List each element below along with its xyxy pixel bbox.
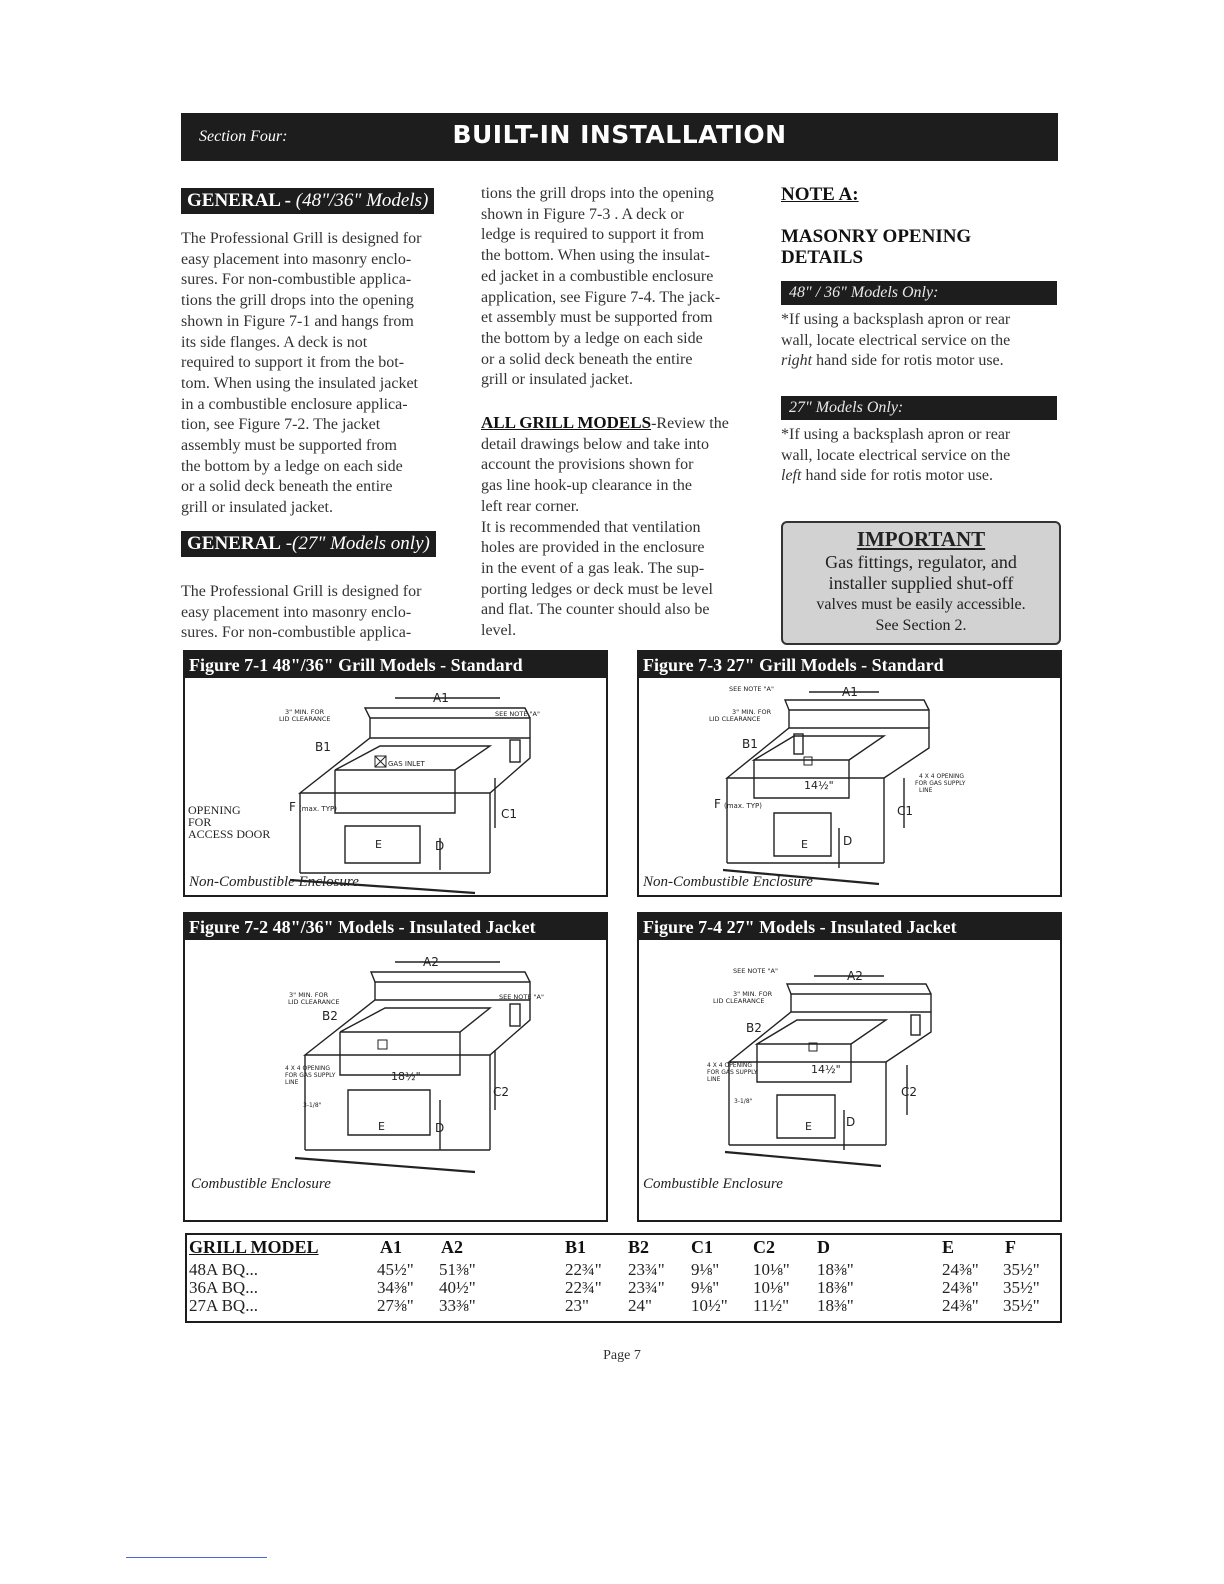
note-48-text: *If using a backsplash apron or rear wall, locate electrical service on the right hand side for rotis motor use. — [781, 311, 1011, 370]
decorative-rule — [126, 1557, 267, 1558]
masonry-heading-1: MASONRY OPENING — [781, 226, 972, 247]
dim-label-f: F — [714, 797, 721, 811]
column-2-line: application, see Figure 7-4. The jack- — [481, 288, 721, 306]
row-36-f: 35½" — [1003, 1278, 1040, 1297]
figure-7-2-title: Figure 7-2 48"/36" Models - Insulated Jacket — [185, 914, 606, 940]
dim-label-d: D — [435, 839, 445, 853]
general-48-line: or a solid deck beneath the entire — [181, 478, 393, 496]
section-header — [181, 113, 1058, 161]
row-36-model: 36A BQ... — [189, 1278, 258, 1297]
row-36-a1: 34⅜" — [377, 1278, 414, 1297]
row-27-model: 27A BQ... — [189, 1296, 258, 1315]
column-2-line: ledge is required to support it from — [481, 226, 705, 244]
column-2-line: ed jacket in a combustible enclosure — [481, 267, 714, 285]
column-2-line: shown in Figure 7-3 . A deck or — [481, 205, 684, 223]
general-48-line: in a combustible enclosure applica- — [181, 395, 408, 413]
masonry-heading-2: DETAILS — [781, 247, 864, 268]
general-48-line: sures. For non-combustible applica- — [181, 271, 412, 289]
see-note-a: SEE NOTE "A" — [495, 710, 540, 718]
important-line-1: Gas fittings, regulator, and — [825, 552, 1017, 572]
dim-label-e: E — [375, 838, 382, 851]
general-48-line: The Professional Grill is designed for — [181, 230, 422, 247]
lid-clearance-1: 3" MIN. FOR — [289, 991, 329, 999]
row-36-c1: 9⅛" — [691, 1278, 720, 1297]
dim-label-c: C2 — [901, 1085, 918, 1099]
figure-7-1-caption: Non-Combustible Enclosure — [189, 874, 359, 890]
row-27-c2: 11½" — [753, 1296, 790, 1315]
dim-label-a: A2 — [423, 955, 439, 969]
page-number: Page 7 — [603, 1348, 641, 1363]
row-27-e: 24⅜" — [942, 1296, 979, 1315]
row-48-d: 18⅜" — [817, 1260, 854, 1279]
row-48-c1: 9⅛" — [691, 1260, 720, 1279]
row-27-f: 35½" — [1003, 1296, 1040, 1315]
dim-label-c: C1 — [501, 807, 518, 821]
row-48-e: 24⅜" — [942, 1260, 979, 1279]
general-48-line: grill or insulated jacket. — [181, 499, 333, 517]
gas-supply-2: FOR GAS SUPPLY — [285, 1072, 336, 1079]
lid-clearance-1: 3" MIN. FOR — [732, 708, 772, 716]
row-36-e: 24⅜" — [942, 1278, 979, 1297]
row-48-a1: 45½" — [377, 1260, 414, 1279]
row-48-b2: 23¾" — [628, 1260, 665, 1279]
dim-label-a: A1 — [842, 685, 858, 699]
col-header-c1: C1 — [691, 1237, 713, 1257]
column-2-line: et assembly must be supported from — [481, 309, 713, 327]
lid-clearance-1: 3" MIN. FOR — [285, 708, 325, 716]
important-line-2: installer supplied shut-off — [828, 573, 1014, 593]
figure-7-2-caption: Combustible Enclosure — [191, 1176, 331, 1192]
figure-7-2 — [183, 912, 608, 1222]
figure-7-3-caption: Non-Combustible Enclosure — [643, 874, 813, 890]
all-models-line: detail drawings below and take into — [481, 435, 709, 453]
lid-clearance-2: LID CLEARANCE — [713, 997, 765, 1005]
dim-label-b: B2 — [322, 1009, 338, 1023]
gas-supply-3: LINE — [707, 1076, 721, 1083]
row-48-f: 35½" — [1003, 1260, 1040, 1279]
gas-supply-2: FOR GAS SUPPLY — [707, 1069, 758, 1076]
figure-7-3-drawing — [639, 678, 1060, 895]
lid-clearance-1: 3" MIN. FOR — [733, 990, 773, 998]
dim-label-f: F — [289, 800, 296, 814]
col-header-b2: B2 — [628, 1237, 650, 1257]
all-models-line: gas line hook-up clearance in the — [481, 477, 693, 495]
general-27-line: The Professional Grill is designed for — [181, 583, 422, 600]
all-models-line: in the event of a gas leak. The sup- — [481, 559, 705, 577]
important-line-3: valves must be easily accessible. — [816, 596, 1026, 613]
col-header-f: F — [1005, 1237, 1016, 1257]
see-note-a: SEE NOTE "A" — [733, 967, 778, 975]
general-48-line: tions the grill drops into the opening — [181, 292, 414, 310]
important-line-4: See Section 2. — [875, 617, 967, 634]
all-grill-models-text: ALL GRILL MODELS-Review the detail drawings below and take into account the provisions shown for gas line hook-up clearance in the left rear corner. It is recommended that ventilation holes are provided in the enclosure in the event of a gas leak. The sup- porting ledges or deck must be level and flat. The counter should also be level. — [481, 413, 729, 640]
see-note-a: SEE NOTE "A" — [499, 993, 544, 1001]
col-header-model: GRILL MODEL — [189, 1237, 319, 1257]
column-2-line: grill or insulated jacket. — [481, 371, 633, 389]
general-27-line: easy placement into masonry enclo- — [181, 603, 412, 621]
figure-7-1 — [183, 650, 608, 897]
dim-label-c: C1 — [897, 804, 914, 818]
general-48-line: easy placement into masonry enclo- — [181, 250, 412, 268]
f-max-typ: (max. TYP) — [299, 805, 337, 813]
column-2-line: or a solid deck beneath the entire — [481, 350, 693, 368]
specs-table — [185, 1233, 1062, 1323]
dim-14-half: 14½" — [811, 1063, 841, 1076]
lid-clearance-2: LID CLEARANCE — [288, 998, 340, 1006]
dim-label-e: E — [805, 1120, 812, 1133]
all-models-line: It is recommended that ventilation — [481, 518, 701, 536]
general-27-text — [181, 582, 471, 644]
dim-label-a: A1 — [433, 691, 449, 705]
column-2-line: the bottom. When using the insulat- — [481, 247, 711, 265]
row-48-a2: 51⅜" — [439, 1260, 476, 1279]
dim-label-e: E — [801, 838, 808, 851]
dim-label-d: D — [846, 1115, 856, 1129]
dim-3-1-8: 3-1/8" — [734, 1098, 753, 1105]
all-models-line: and flat. The counter should also be — [481, 601, 710, 619]
row-36-b2: 23¾" — [628, 1278, 665, 1297]
row-36-a2: 40½" — [439, 1278, 476, 1297]
gas-supply-3: LINE — [919, 787, 933, 794]
row-36-c2: 10⅛" — [753, 1278, 790, 1297]
gas-supply-2: FOR GAS SUPPLY — [915, 780, 966, 787]
figure-7-4-caption: Combustible Enclosure — [643, 1176, 783, 1192]
dim-label-d: D — [435, 1121, 445, 1135]
dim-label-b: B2 — [746, 1021, 762, 1035]
all-models-line: porting ledges or deck must be level — [481, 580, 713, 598]
gas-supply-1: 4 X 4 OPENING — [707, 1062, 752, 1069]
col-header-a2: A2 — [441, 1237, 463, 1257]
all-models-line: holes are provided in the enclosure — [481, 539, 705, 557]
row-48-b1: 22¾" — [565, 1260, 602, 1279]
dim-label-c: C2 — [493, 1085, 510, 1099]
lid-clearance-2: LID CLEARANCE — [709, 715, 761, 723]
important-box — [781, 521, 1061, 645]
opening-label-2: FOR — [188, 815, 212, 829]
gas-supply-1: 4 X 4 OPENING — [919, 773, 964, 780]
dim-label-a: A2 — [847, 969, 863, 983]
general-48-line: required to support it from the bot- — [181, 354, 405, 372]
row-27-b2: 24" — [628, 1296, 652, 1315]
dim-3-1-8: 3-1/8" — [303, 1102, 322, 1109]
important-title: IMPORTANT — [856, 527, 986, 551]
all-models-line: account the provisions shown for — [481, 456, 694, 474]
see-note-a: SEE NOTE "A" — [729, 685, 774, 693]
general-48-line: its side flanges. A deck is not — [181, 333, 368, 351]
all-models-line: level. — [481, 622, 517, 640]
row-36-b1: 22¾" — [565, 1278, 602, 1297]
figure-7-3-title: Figure 7-3 27" Grill Models - Standard — [639, 652, 1060, 678]
dim-18-half: 18½" — [391, 1070, 421, 1083]
opening-label-1: OPENING — [188, 803, 241, 817]
row-36-d: 18⅜" — [817, 1278, 854, 1297]
dim-14-half: 14½" — [804, 779, 834, 792]
general-27-line: sures. For non-combustible applica- — [181, 624, 412, 642]
general-48-line: assembly must be supported from — [181, 437, 397, 455]
column-2-line: the bottom by a ledge on each side — [481, 329, 703, 347]
general-48-line: tom. When using the insulated jacket — [181, 374, 418, 392]
all-models-line: left rear corner. — [481, 497, 580, 515]
gas-supply-1: 4 X 4 OPENING — [285, 1065, 330, 1072]
gas-inlet-label: GAS INLET — [388, 760, 425, 768]
figure-7-4-title: Figure 7-4 27" Models - Insulated Jacket — [639, 914, 1060, 940]
figure-7-1-title: Figure 7-1 48"/36" Grill Models - Standard — [185, 652, 606, 678]
row-27-a1: 27⅜" — [377, 1296, 414, 1315]
figure-7-4 — [637, 912, 1062, 1222]
dim-label-e: E — [378, 1120, 385, 1133]
row-27-a2: 33⅜" — [439, 1296, 476, 1315]
note-a-title: NOTE A: — [781, 184, 859, 205]
f-max-typ: (max. TYP) — [724, 802, 762, 810]
general-48-text — [181, 229, 471, 519]
column-2-line: tions the grill drops into the opening — [481, 185, 714, 202]
row-27-c1: 10½" — [691, 1296, 728, 1315]
column-2-text — [481, 184, 771, 391]
general-48-heading: GENERAL - (48"/36" Models) — [181, 188, 434, 214]
figure-7-1-drawing — [185, 678, 606, 895]
col-header-b1: B1 — [565, 1237, 587, 1257]
models-48-36-bar: 48" / 36" Models Only: — [781, 281, 1057, 305]
col-header-a1: A1 — [380, 1237, 402, 1257]
row-48-model: 48A BQ... — [189, 1260, 258, 1279]
page-title: BUILT-IN INSTALLATION — [452, 120, 787, 149]
col-header-c2: C2 — [753, 1237, 775, 1257]
col-header-d: D — [817, 1237, 830, 1257]
dim-label-b: B1 — [742, 737, 758, 751]
section-label: Section Four: — [199, 128, 288, 145]
general-48-line: shown in Figure 7-1 and hangs from — [181, 312, 414, 330]
general-48-line: tion, see Figure 7-2. The jacket — [181, 416, 381, 434]
dim-label-b: B1 — [315, 740, 331, 754]
col-header-e: E — [942, 1237, 955, 1257]
figure-7-3 — [637, 650, 1062, 897]
row-27-d: 18⅜" — [817, 1296, 854, 1315]
row-27-b1: 23" — [565, 1296, 589, 1315]
row-48-c2: 10⅛" — [753, 1260, 790, 1279]
gas-supply-3: LINE — [285, 1079, 299, 1086]
lid-clearance-2: LID CLEARANCE — [279, 715, 331, 723]
note-27-text: *If using a backsplash apron or rear wall, locate electrical service on the left hand side for rotis motor use. — [781, 426, 1011, 485]
dim-label-d: D — [843, 834, 853, 848]
general-48-line: the bottom by a ledge on each side — [181, 457, 403, 475]
general-27-heading: GENERAL -(27" Models only) — [181, 531, 436, 557]
all-grill-models-label: ALL GRILL MODELS — [481, 413, 652, 432]
opening-label-3: ACCESS DOOR — [188, 827, 271, 841]
models-27-bar: 27" Models Only: — [781, 396, 1057, 420]
